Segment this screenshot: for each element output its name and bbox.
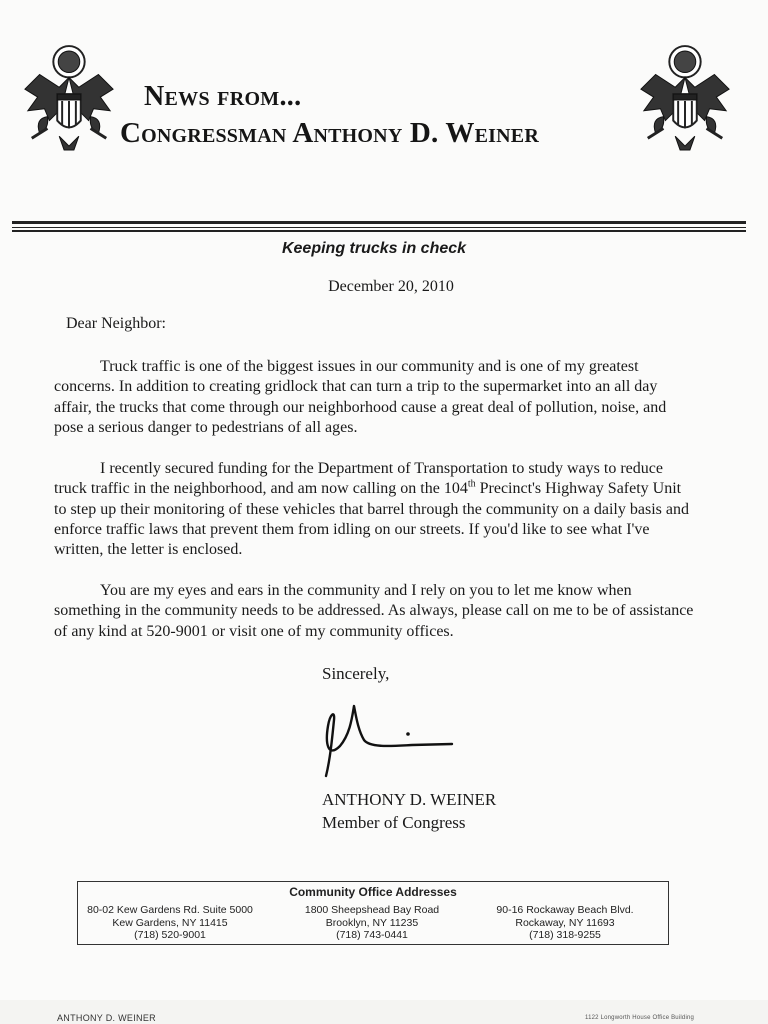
paragraph-text: Precinct's Highway Safety Unit to step up their monitoring of these vehicles that barrel through the community on a daily basis and enforce traffic laws that prevent them from idling on our streets. If you'd like to see what I've written, the letter is enclosed. — [54, 480, 689, 559]
body-paragraph — [54, 581, 694, 642]
paragraph-text: You are my eyes and ears in the community and I rely on you to let me know when something in the community needs to be addressed. As always, please call on me to be of assistance of any kind at 520-9001 or visit one of my community offices. — [54, 582, 694, 640]
office-address — [70, 904, 270, 942]
office-phone: (718) 743-0441 — [336, 929, 408, 941]
offices-title: Community Office Addresses — [289, 885, 457, 899]
office-phone: (718) 520-9001 — [134, 929, 206, 941]
paragraph-text: I recently secured funding for the Department of Transportation to study ways to reduce truck traffic in the neighborhood, and am now calling on the 104 — [54, 460, 663, 498]
letter-headline: Keeping trucks in check — [281, 240, 467, 257]
signer-name: ANTHONY D. WEINER — [322, 790, 497, 809]
header-divider — [12, 230, 746, 232]
letterhead-line-1: News from... — [144, 81, 302, 112]
eagle-seal-icon — [20, 40, 118, 158]
letterhead-title — [120, 80, 650, 150]
next-page-footer-address: 1122 Longworth House Office Building — [585, 1015, 695, 1021]
closing: Sincerely, — [322, 664, 390, 683]
next-page-footer-name: ANTHONY D. WEINER — [57, 1013, 156, 1023]
office-street: 1800 Sheepshead Bay Road — [304, 904, 440, 916]
office-street: 90-16 Rockaway Beach Blvd. — [496, 904, 634, 916]
letter-date: December 20, 2010 — [328, 278, 454, 295]
handwritten-signature — [312, 700, 462, 782]
office-city: Brooklyn, NY 11235 — [325, 916, 419, 929]
office-street: 80-02 Kew Gardens Rd. Suite 5000 — [87, 904, 253, 916]
office-address — [272, 904, 472, 942]
paragraph-text: Truck traffic is one of the biggest issues in our community and is one of my greatest concerns. In addition to creating gridlock that can turn a trip to the supermarket into an all day affair, the trucks that come through our neighborhood cause a great deal of pollution, noise, and pose a serious danger to pedestrians of all ages. — [54, 358, 667, 436]
office-city: Kew Gardens, NY 11415 — [112, 916, 228, 929]
office-address — [465, 904, 665, 942]
community-offices-box — [77, 881, 669, 945]
header-divider — [12, 221, 746, 224]
office-phone: (718) 318-9255 — [529, 929, 601, 941]
header-divider — [12, 227, 746, 228]
signer-title: Member of Congress — [322, 813, 466, 832]
ordinal-suffix: th — [467, 478, 476, 490]
body-paragraph — [54, 459, 694, 560]
salutation: Dear Neighbor: — [66, 315, 166, 332]
body-paragraph — [54, 357, 694, 438]
eagle-seal-icon — [636, 40, 734, 158]
signer-block — [322, 788, 496, 834]
office-city: Rockaway, NY 11693 — [515, 916, 615, 929]
letterhead-line-2: Congressman Anthony D. Weiner — [120, 117, 539, 149]
